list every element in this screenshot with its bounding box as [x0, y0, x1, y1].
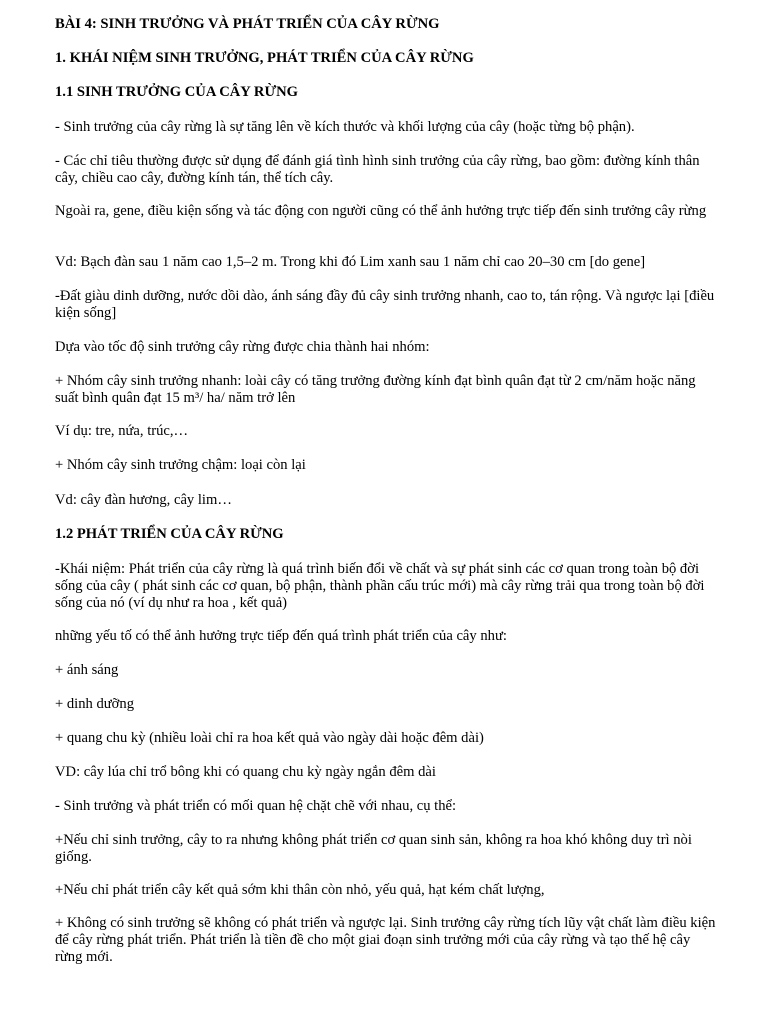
section-heading-1: 1. KHÁI NIỆM SINH TRƯỞNG, PHÁT TRIỂN CỦA CÂY RỪNG [55, 50, 474, 66]
paragraph-growth-factors: Ngoài ra, gene, điều kiện sống và tác động con người cũng có thể ảnh hưởng trực tiếp đến sinh trưởng cây rừng [55, 203, 707, 219]
list-item-slow-growing: + Nhóm cây sinh trưởng chậm: loại còn lại [55, 457, 306, 473]
list-item-only-growth: +Nếu chỉ sinh trưởng, cây to ra nhưng không phát triển cơ quan sinh sản, không ra hoa khó không duy trì nòi giống. [55, 832, 692, 865]
paragraph-development-factors: những yếu tố có thể ảnh hưởng trực tiếp đến quá trình phát triển của cây như: [55, 628, 507, 644]
list-item-fast-growing: + Nhóm cây sinh trưởng nhanh: loài cây có tăng trưởng đường kính đạt bình quân đạt từ 2 cm/năm hoặc năng suất bình quân đạt 15 m³/ ha/ năm trở lên [55, 373, 696, 406]
paragraph-example-fast: Ví dụ: tre, nứa, trúc,… [55, 423, 189, 439]
paragraph-two-groups: Dựa vào tốc độ sinh trưởng cây rừng được chia thành hai nhóm: [55, 339, 430, 355]
paragraph-development-definition: -Khái niệm: Phát triển của cây rừng là quá trình biến đổi về chất và sự phát sinh các cơ quan trong toàn bộ đời sống của cây ( phát sinh các cơ quan, bộ phận, thành phần cấu trúc mới) mà cây rừng trải qua trong toàn bộ đời sống của nó (ví dụ như ra hoa , kết quả) [55, 561, 705, 611]
paragraph-example-slow: Vd: cây đàn hương, cây lim… [55, 492, 232, 508]
paragraph-growth-indicators: - Các chỉ tiêu thường được sử dụng để đánh giá tình hình sinh trưởng của cây rừng, bao gồm: đường kính thân cây, chiều cao cây, đường kính tán, thể tích cây. [55, 153, 700, 186]
paragraph-relationship: - Sinh trưởng và phát triển có mối quan hệ chặt chẽ với nhau, cụ thể: [55, 798, 457, 814]
paragraph-example-rice: VD: cây lúa chỉ trổ bông khi có quang chu kỳ ngày ngắn đêm dài [55, 764, 436, 780]
paragraph-growth-definition: - Sinh trưởng của cây rừng là sự tăng lên về kích thước và khối lượng của cây (hoặc từng bộ phận). [55, 119, 635, 135]
list-item-only-development: +Nếu chỉ phát triển cây kết quả sớm khi thân còn nhỏ, yếu quả, hạt kém chất lượng, [55, 882, 545, 898]
subsection-heading-1-1: 1.1 SINH TRƯỞNG CỦA CÂY RỪNG [55, 84, 298, 100]
document-title: BÀI 4: SINH TRƯỞNG VÀ PHÁT TRIỂN CỦA CÂY RỪNG [55, 16, 440, 32]
subsection-heading-1-2: 1.2 PHÁT TRIỂN CỦA CÂY RỪNG [55, 526, 284, 542]
list-item-photoperiod: + quang chu kỳ (nhiều loài chỉ ra hoa kết quả vào ngày dài hoặc đêm dài) [55, 730, 484, 746]
list-item-light: + ánh sáng [55, 662, 119, 678]
list-item-interdependence: + Không có sinh trưởng sẽ không có phát triển và ngược lại. Sinh trưởng cây rừng tích lũy vật chất làm điều kiện để cây rừng phát triển. Phát triển là tiền đề cho một giai đoạn sinh trưởng mới của cây rừng và tạo thế hệ cây rừng mới. [55, 915, 716, 965]
paragraph-living-conditions: -Đất giàu dinh dưỡng, nước dồi dào, ánh sáng đầy đủ cây sinh trưởng nhanh, cao to, tán rộng. Và ngược lại [điều kiện sống] [55, 288, 715, 321]
list-item-nutrition: + dinh dưỡng [55, 696, 134, 712]
paragraph-example-gene: Vd: Bạch đàn sau 1 năm cao 1,5–2 m. Trong khi đó Lim xanh sau 1 năm chỉ cao 20–30 cm [do gene] [55, 254, 646, 270]
